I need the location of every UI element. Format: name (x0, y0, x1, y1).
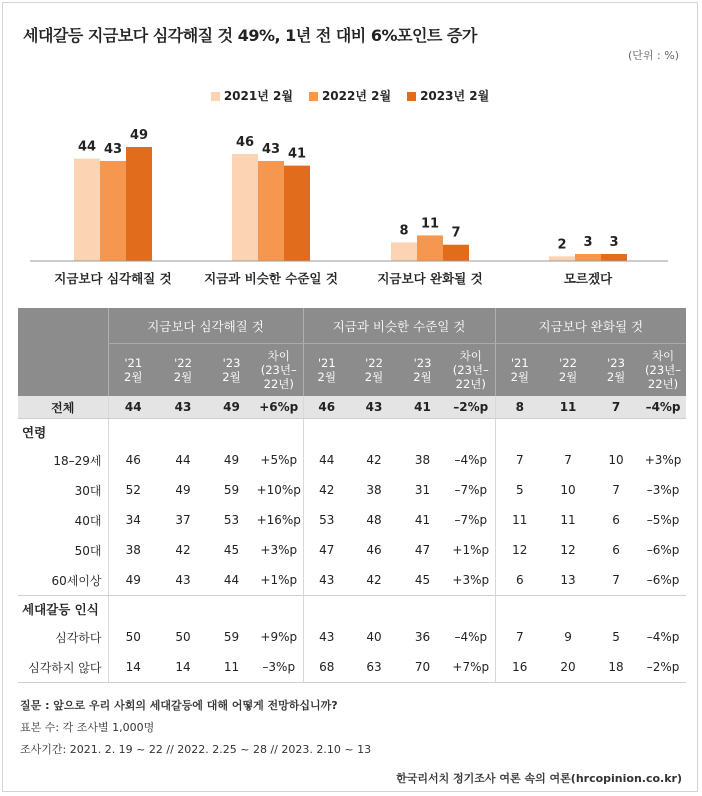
cell: –4%p (454, 453, 488, 467)
cell: 70 (398, 652, 447, 683)
bar-2-1 (417, 235, 443, 261)
table-sub-header (18, 344, 686, 397)
subheader-1-2: '23 2월 (398, 344, 447, 397)
cell: 11 (560, 513, 576, 527)
cell: 6 (612, 513, 620, 527)
cell: 68 (303, 652, 350, 683)
bar-label-1-1: 43 (261, 141, 281, 157)
row-label: 18–29세 (53, 453, 102, 468)
section-header (18, 596, 686, 623)
chart-legend (3, 87, 697, 104)
cell: 43 (303, 565, 350, 596)
table-row (18, 622, 686, 652)
cell: 10 (560, 483, 576, 497)
cell (447, 596, 495, 623)
cell: 50 (108, 622, 158, 652)
cell: –6%p (646, 573, 680, 587)
survey-period: 조사기간: 2021. 2. 19 ~ 22 // 2022. 2.25 ~ 28 // 2023. 2.10 ~ 13 (20, 743, 372, 756)
cell (350, 419, 398, 446)
bar-label-2-2: 7 (451, 225, 461, 241)
cell (158, 596, 208, 623)
cell: 43 (158, 396, 208, 419)
table-row (18, 535, 686, 565)
cell (495, 419, 544, 446)
cell: 53 (303, 505, 350, 535)
table-row-total (18, 396, 686, 419)
group-header-similar: 지금과 비슷한 수준일 것 (303, 308, 495, 344)
bar-0-2 (126, 147, 152, 261)
cell: 38 (414, 453, 431, 467)
subheader-0-2: '23 2월 (208, 344, 255, 397)
cell: 47 (303, 535, 350, 565)
cell: 44 (303, 445, 350, 475)
row-label: 40대 (74, 513, 102, 528)
bar-label-1-0: 46 (235, 134, 255, 150)
cell: –6%p (646, 543, 680, 557)
source-credit: 한국리서치 정기조사 여론 속의 여론(hrcopinion.co.kr) (396, 772, 682, 785)
cell (208, 419, 255, 446)
cell: 36 (414, 630, 431, 644)
cell: +3%p (452, 573, 490, 587)
cell: +16%p (256, 513, 301, 527)
cell: +1%p (260, 573, 298, 587)
cell: –7%p (454, 483, 488, 497)
cell (640, 419, 686, 446)
cell: 43 (175, 573, 191, 587)
cell: 40 (366, 630, 382, 644)
cell (208, 596, 255, 623)
table-row (18, 445, 686, 475)
bar-0-1 (100, 161, 126, 261)
cell: 7 (612, 573, 620, 587)
subheader-0-3: 차이 (23년– 22년) (255, 344, 303, 397)
cell: 44 (223, 573, 240, 587)
cell: 37 (175, 513, 191, 527)
cell: 11 (208, 652, 255, 683)
cell: 46 (366, 543, 382, 557)
cell: 43 (350, 396, 398, 419)
survey-notes (20, 695, 371, 761)
cell: 6 (495, 565, 544, 596)
cell: –4%p (454, 630, 488, 644)
bar-label-0-0: 44 (77, 139, 97, 155)
cell: 49 (208, 396, 255, 419)
cell: 50 (175, 630, 191, 644)
survey-question: 질문 : 앞으로 우리 사회의 세대갈등에 대해 어떻게 전망하십니까? (20, 699, 338, 712)
cell: 7 (495, 622, 544, 652)
cell: 16 (495, 652, 544, 683)
bar-label-3-0: 2 (557, 237, 567, 253)
cell: –2%p (640, 652, 686, 683)
bar-label-0-2: 49 (129, 128, 149, 143)
subheader-2-3: 차이 (23년– 22년) (640, 344, 686, 397)
subheader-1-1: '22 2월 (350, 344, 398, 397)
bar-label-2-0: 8 (399, 223, 409, 239)
legend-swatch-2 (407, 92, 416, 101)
legend-item-2 (407, 87, 489, 104)
cell: 12 (560, 543, 576, 557)
cell: 8 (495, 396, 544, 419)
cell: +5%p (260, 453, 298, 467)
cell: 7 (592, 396, 640, 419)
breakdown-table (18, 308, 686, 683)
subheader-1-0: '21 2월 (303, 344, 350, 397)
legend-label-1: 2022년 2월 (321, 89, 392, 103)
cell: 7 (612, 483, 620, 497)
cell: 11 (495, 505, 544, 535)
table-corner-cell (18, 308, 108, 396)
row-label: 전체 (18, 396, 108, 419)
page-title: 세대갈등 지금보다 심각해질 것 49%, 1년 전 대비 6%포인트 증가 (23, 26, 477, 45)
legend-item-0 (211, 87, 293, 104)
bar-1-2 (284, 166, 310, 261)
legend-swatch-0 (211, 92, 220, 101)
cell: +7%p (447, 652, 495, 683)
cell: –4%p (640, 396, 686, 419)
cell: 47 (414, 543, 431, 557)
cell: 53 (223, 513, 240, 527)
cell (447, 419, 495, 446)
cell: 5 (495, 475, 544, 505)
cell (592, 419, 640, 446)
cell: 44 (108, 396, 158, 419)
cell: 42 (366, 453, 382, 467)
row-label: 50대 (74, 543, 102, 558)
cell (108, 419, 158, 446)
row-label: 심각하지 않다 (18, 652, 108, 683)
cell: 13 (560, 573, 576, 587)
bar-1-1 (258, 161, 284, 261)
cell: 41 (398, 396, 447, 419)
bar-3-1 (575, 254, 601, 261)
bar-0-0 (74, 159, 100, 261)
cell: 49 (175, 483, 191, 497)
row-label: 60세이상 (51, 573, 102, 588)
cell: 6 (612, 543, 620, 557)
legend-label-0: 2021년 2월 (223, 89, 293, 103)
cell: 5 (612, 630, 620, 644)
cell: 18 (592, 652, 640, 683)
cell: –5%p (646, 513, 680, 527)
cell: 59 (223, 630, 240, 644)
bar-2-2 (443, 245, 469, 261)
cell: 14 (108, 652, 158, 683)
bar-label-3-1: 3 (583, 235, 593, 251)
bar-chart (0, 105, 702, 295)
table-row (18, 565, 686, 596)
subheader-2-2: '23 2월 (592, 344, 640, 397)
cell: +10%p (256, 483, 301, 497)
unit-label: (단위 : %) (628, 49, 679, 62)
sample-size: 표본 수: 각 조사별 1,000명 (20, 721, 155, 734)
cell: 45 (414, 573, 431, 587)
cell (592, 596, 640, 623)
cell (640, 596, 686, 623)
bar-3-2 (601, 254, 627, 261)
cell (255, 596, 303, 623)
cell: 7 (564, 453, 572, 467)
cell: 14 (158, 652, 208, 683)
cell: 45 (223, 543, 240, 557)
cell: 12 (495, 535, 544, 565)
cell (544, 596, 592, 623)
cell: 20 (544, 652, 592, 683)
subheader-2-0: '21 2월 (495, 344, 544, 397)
bar-label-0-1: 43 (103, 141, 123, 157)
cell (303, 419, 350, 446)
section-title: 연령 (22, 425, 47, 440)
table-group-header (18, 308, 686, 344)
cell: 34 (108, 505, 158, 535)
bar-3-0 (549, 256, 575, 261)
cell (495, 596, 544, 623)
cell: –3%p (255, 652, 303, 683)
cell: –2%p (447, 396, 495, 419)
category-label-2: 지금보다 완화될 것 (377, 271, 483, 286)
section-title: 세대갈등 인식 (18, 596, 108, 623)
subheader-0-0: '21 2월 (108, 344, 158, 397)
subheader-0-1: '22 2월 (158, 344, 208, 397)
cell: 42 (303, 475, 350, 505)
cell: –3%p (646, 483, 680, 497)
legend-label-2: 2023년 2월 (420, 89, 490, 103)
cell (108, 596, 158, 623)
cell: +3%p (260, 543, 298, 557)
cell: 31 (414, 483, 431, 497)
cell: 11 (544, 396, 592, 419)
cell (398, 596, 447, 623)
cell: –7%p (454, 513, 488, 527)
row-label: 심각하다 (55, 630, 102, 645)
cell: 42 (366, 573, 382, 587)
legend-item-1 (309, 87, 391, 104)
cell: 42 (175, 543, 191, 557)
row-label: 30대 (74, 483, 102, 498)
cell: 49 (223, 453, 240, 467)
section-header (18, 419, 686, 446)
cell: 52 (108, 475, 158, 505)
cell: +1%p (452, 543, 490, 557)
bar-label-2-1: 11 (420, 216, 440, 232)
cell: +6%p (255, 396, 303, 419)
bar-label-1-2: 41 (287, 146, 307, 162)
cell (350, 596, 398, 623)
cell (255, 419, 303, 446)
cell: 41 (414, 513, 431, 527)
cell (544, 419, 592, 446)
cell: 63 (350, 652, 398, 683)
cell: 49 (108, 565, 158, 596)
cell: 7 (495, 445, 544, 475)
cell: 10 (608, 453, 624, 467)
cell: 59 (223, 483, 240, 497)
cell: 46 (108, 445, 158, 475)
legend-swatch-1 (309, 92, 318, 101)
cell (398, 419, 447, 446)
category-label-3: 모르겠다 (563, 271, 613, 286)
cell: 9 (564, 630, 572, 644)
cell: 46 (303, 396, 350, 419)
subheader-1-3: 차이 (23년– 22년) (447, 344, 495, 397)
table-row (18, 652, 686, 683)
cell: 38 (366, 483, 382, 497)
cell (158, 419, 208, 446)
cell: +3%p (644, 453, 682, 467)
cell: 38 (108, 535, 158, 565)
subheader-2-1: '22 2월 (544, 344, 592, 397)
bar-label-3-2: 3 (609, 235, 619, 251)
cell: 43 (303, 622, 350, 652)
table-row (18, 475, 686, 505)
category-label-1: 지금과 비슷한 수준일 것 (204, 271, 338, 286)
group-header-better: 지금보다 완화될 것 (495, 308, 686, 344)
cell: 48 (366, 513, 382, 527)
group-header-worse: 지금보다 심각해질 것 (108, 308, 303, 344)
cell: 44 (175, 453, 191, 467)
table-row (18, 505, 686, 535)
bar-1-0 (232, 154, 258, 261)
cell (303, 596, 350, 623)
cell: +9%p (260, 630, 298, 644)
category-label-0: 지금보다 심각해질 것 (54, 271, 172, 286)
cell: –4%p (646, 630, 680, 644)
bar-2-0 (391, 242, 417, 261)
